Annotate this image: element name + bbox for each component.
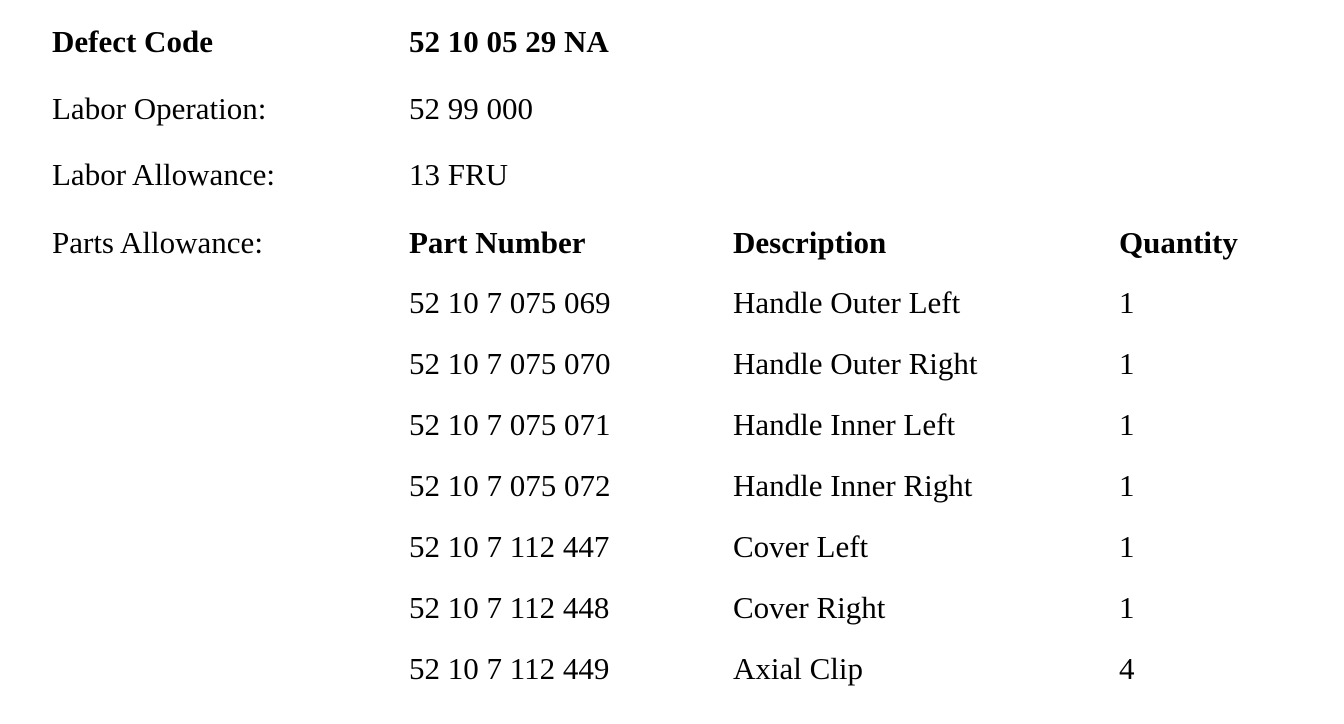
description-cell: Axial Clip bbox=[733, 651, 864, 686]
table-row bbox=[0, 527, 1344, 567]
labor-allowance-value: 13 FRU bbox=[409, 157, 509, 192]
defect-code-row bbox=[0, 22, 1344, 62]
defect-code-label: Defect Code bbox=[52, 24, 213, 59]
description-cell: Cover Left bbox=[733, 529, 869, 564]
quantity-cell: 4 bbox=[1119, 651, 1135, 686]
quantity-cell: 1 bbox=[1119, 468, 1135, 503]
labor-operation-value: 52 99 000 bbox=[409, 91, 533, 126]
part-number-cell: 52 10 7 075 070 bbox=[409, 346, 611, 381]
quantity-cell: 1 bbox=[1119, 285, 1135, 320]
part-number-cell: 52 10 7 075 072 bbox=[409, 468, 611, 503]
table-row bbox=[0, 466, 1344, 506]
defect-code-value: 52 10 05 29 NA bbox=[409, 24, 609, 59]
table-row bbox=[0, 405, 1344, 445]
quantity-cell: 1 bbox=[1119, 407, 1135, 442]
description-header: Description bbox=[733, 225, 887, 260]
labor-allowance-row bbox=[0, 155, 1344, 195]
description-cell: Handle Inner Left bbox=[733, 407, 956, 442]
table-row bbox=[0, 649, 1344, 689]
table-row bbox=[0, 344, 1344, 384]
quantity-header: Quantity bbox=[1119, 225, 1238, 260]
description-cell: Cover Right bbox=[733, 590, 886, 625]
quantity-cell: 1 bbox=[1119, 590, 1135, 625]
quantity-cell: 1 bbox=[1119, 346, 1135, 381]
description-cell: Handle Inner Right bbox=[733, 468, 973, 503]
description-cell: Handle Outer Left bbox=[733, 285, 961, 320]
quantity-cell: 1 bbox=[1119, 529, 1135, 564]
part-number-cell: 52 10 7 112 448 bbox=[409, 590, 610, 625]
parts-allowance-label: Parts Allowance: bbox=[52, 225, 263, 260]
part-number-cell: 52 10 7 112 449 bbox=[409, 651, 610, 686]
description-cell: Handle Outer Right bbox=[733, 346, 978, 381]
parts-allowance-header-row bbox=[0, 223, 1344, 263]
part-number-cell: 52 10 7 075 071 bbox=[409, 407, 611, 442]
labor-operation-row bbox=[0, 89, 1344, 129]
part-number-cell: 52 10 7 075 069 bbox=[409, 285, 611, 320]
labor-operation-label: Labor Operation: bbox=[52, 91, 267, 126]
part-number-header: Part Number bbox=[409, 225, 586, 260]
table-row bbox=[0, 283, 1344, 323]
labor-allowance-label: Labor Allowance: bbox=[52, 157, 275, 192]
table-row bbox=[0, 588, 1344, 628]
part-number-cell: 52 10 7 112 447 bbox=[409, 529, 610, 564]
